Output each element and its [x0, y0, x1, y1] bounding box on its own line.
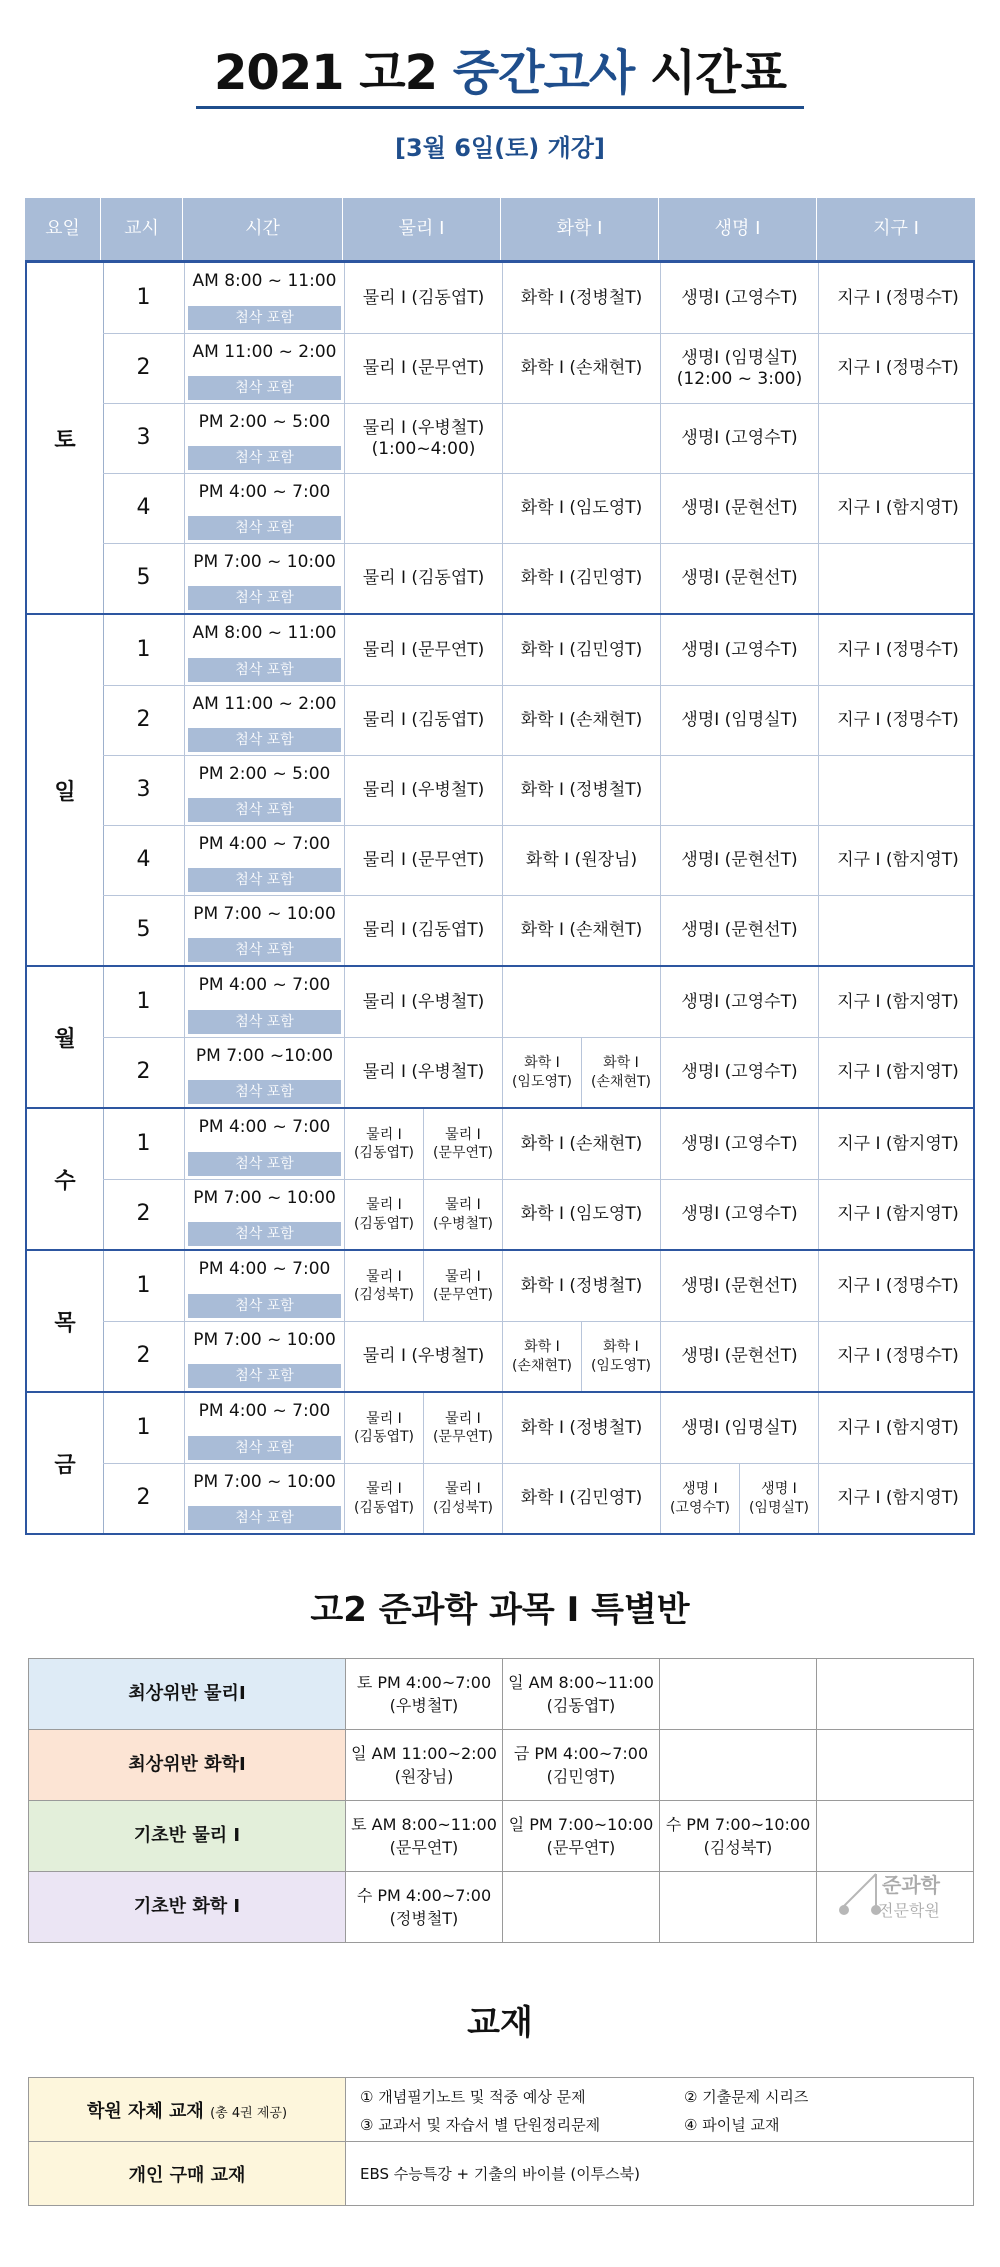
time-slot	[185, 334, 345, 403]
time-slot	[185, 1109, 345, 1179]
period-number: 5	[103, 544, 185, 613]
biology-class: 생명I (고영수T)	[661, 615, 819, 685]
chemistry-class: 화학 I (김민영T)	[503, 1464, 661, 1533]
biology-class: 생명I (고영수T)	[661, 1109, 819, 1179]
correction-tag: 첨삭 포함	[188, 1436, 341, 1460]
table-row	[29, 1872, 974, 1943]
period-number: 1	[103, 967, 185, 1037]
period-number: 1	[103, 263, 185, 333]
earth-class	[819, 756, 977, 825]
physics-class: 물리 I (문무연T)	[424, 1393, 503, 1463]
special-class-title: 고2 준과학 과목 I 특별반	[310, 1590, 690, 1630]
correction-tag: 첨삭 포함	[188, 586, 341, 610]
time-range: PM 4:00 ~ 7:00	[198, 482, 331, 502]
biology-class: 생명I (문현선T)	[661, 474, 819, 543]
period-number: 4	[103, 826, 185, 895]
earth-class: 지구 I (정명수T)	[837, 287, 959, 308]
physics-class: 물리 I (김동엽T)	[345, 1109, 424, 1179]
biology-class	[661, 756, 819, 825]
period-number: 3	[103, 404, 185, 473]
table-row	[103, 685, 973, 755]
table-row	[103, 1251, 973, 1321]
time-slot	[185, 615, 345, 685]
day-block	[27, 1391, 973, 1533]
day-block	[27, 1249, 973, 1391]
physics-class: 물리 I (우병철T)	[345, 1038, 503, 1107]
chemistry-class: 화학 I (손채현T)	[503, 686, 661, 755]
title-underline	[196, 106, 804, 109]
time-range: PM 7:00 ~ 10:00	[193, 1330, 336, 1350]
earth-class: 지구 I (함지영T)	[837, 1204, 959, 1225]
time-slot	[185, 1251, 345, 1321]
day-block	[27, 1107, 973, 1249]
academy-logo	[836, 1866, 956, 1926]
earth-class: 지구 I (정명수T)	[837, 358, 959, 379]
special-slot: 토 AM 8:00~11:00 (문무연T)	[346, 1801, 503, 1872]
table-row	[103, 1321, 973, 1391]
day-block	[27, 613, 973, 965]
time-range: PM 7:00 ~ 10:00	[193, 1188, 336, 1208]
book-item: ③ 교과서 및 자습서 별 단원정리문제	[360, 2116, 601, 2134]
chemistry-class: 화학 I (손채현T)	[503, 1322, 582, 1391]
correction-tag: 첨삭 포함	[188, 376, 341, 400]
table-row	[103, 755, 973, 825]
physics-class: 물리 I (문무연T)	[424, 1251, 503, 1321]
special-slot	[817, 1801, 974, 1872]
special-slot: 일 AM 11:00~2:00 (원장님)	[346, 1730, 503, 1801]
earth-class: 지구 I (함지영T)	[837, 850, 959, 871]
chemistry-class: 화학 I (손채현T)	[503, 896, 661, 965]
time-range: PM 7:00 ~10:00	[195, 1046, 334, 1066]
chemistry-class: 화학 I (임도영T)	[582, 1322, 661, 1391]
chemistry-class: 화학 I (손채현T)	[503, 334, 661, 403]
correction-tag: 첨삭 포함	[188, 868, 341, 892]
physics-class: 물리 I (문무연T)	[424, 1109, 503, 1179]
special-slot: 토 PM 4:00~7:00 (우병철T)	[346, 1659, 503, 1730]
biology-class: 생명I (고영수T)	[661, 1038, 819, 1107]
physics-class: 물리 I (우병철T)	[345, 756, 503, 825]
correction-tag: 첨삭 포함	[188, 728, 341, 752]
correction-tag: 첨삭 포함	[188, 1010, 341, 1034]
earth-class: 지구 I (함지영T)	[837, 991, 959, 1012]
chemistry-class: 화학 I (임도영T)	[503, 474, 661, 543]
physics-class: 물리 I (김동엽T)	[345, 1464, 424, 1533]
chemistry-class: 화학 I (원장님)	[503, 826, 661, 895]
day-label: 수	[27, 1109, 104, 1249]
correction-tag: 첨삭 포함	[188, 938, 341, 962]
time-range: PM 2:00 ~ 5:00	[198, 412, 331, 432]
physics-class: 물리 I (우병철T)	[345, 1322, 503, 1391]
period-number: 2	[103, 1038, 185, 1107]
special-slot	[817, 1659, 974, 1730]
table-row	[103, 1179, 973, 1249]
time-slot	[185, 1393, 345, 1463]
biology-class: 생명I (임명실T)	[661, 686, 819, 755]
table-row	[103, 1463, 973, 1533]
time-slot	[185, 756, 345, 825]
table-row	[103, 895, 973, 965]
earth-class: 지구 I (함지영T)	[837, 498, 959, 519]
period-number: 1	[103, 1393, 185, 1463]
period-number: 3	[103, 756, 185, 825]
biology-class: 생명I (임명실T) (12:00 ~ 3:00)	[661, 334, 819, 403]
physics-class	[345, 474, 503, 543]
time-slot	[185, 826, 345, 895]
book-item: ④ 파이널 교재	[684, 2116, 780, 2134]
period-number: 2	[103, 686, 185, 755]
biology-class: 생명I (고영수T)	[661, 1180, 819, 1249]
time-range: PM 4:00 ~ 7:00	[198, 1259, 331, 1279]
correction-tag: 첨삭 포함	[188, 1506, 341, 1530]
time-slot	[185, 263, 345, 333]
biology-class: 생명I (임명실T)	[661, 1393, 819, 1463]
physics-class: 물리 I (문무연T)	[345, 615, 503, 685]
special-slot: 금 PM 4:00~7:00 (김민영T)	[503, 1730, 660, 1801]
chemistry-class: 화학 I (손채현T)	[582, 1038, 661, 1107]
time-range: PM 7:00 ~ 10:00	[193, 1472, 336, 1492]
schedule-header	[25, 198, 975, 260]
time-range: AM 8:00 ~ 11:00	[192, 271, 337, 291]
logo-text-top: 준과학	[882, 1873, 940, 1897]
period-number: 2	[103, 334, 185, 403]
col-time: 시간	[183, 198, 343, 260]
time-range: PM 7:00 ~ 10:00	[193, 552, 336, 572]
time-slot	[185, 1322, 345, 1391]
day-label: 월	[27, 967, 104, 1107]
period-number: 2	[103, 1322, 185, 1391]
biology-class: 생명I (문현선T)	[661, 1322, 819, 1391]
period-number: 1	[103, 1109, 185, 1179]
period-number: 1	[103, 615, 185, 685]
table-row	[103, 1393, 973, 1463]
time-slot	[185, 896, 345, 965]
earth-class: 지구 I (함지영T)	[837, 1133, 959, 1154]
chemistry-class	[503, 967, 661, 1037]
page-title: 2021 고2 중간고사 시간표	[213, 45, 787, 101]
time-range: AM 11:00 ~ 2:00	[192, 342, 337, 362]
schedule-table	[25, 198, 975, 1535]
earth-class: 지구 I (정명수T)	[837, 710, 959, 731]
biology-class: 생명I (문현선T)	[661, 896, 819, 965]
table-row	[103, 1037, 973, 1107]
time-slot	[185, 1464, 345, 1533]
table-row	[103, 967, 973, 1037]
correction-tag: 첨삭 포함	[188, 1152, 341, 1176]
time-range: PM 2:00 ~ 5:00	[198, 764, 331, 784]
time-slot	[185, 967, 345, 1037]
day-block	[27, 965, 973, 1107]
table-row	[29, 1659, 974, 1730]
period-number: 5	[103, 896, 185, 965]
time-range: AM 11:00 ~ 2:00	[192, 694, 337, 714]
day-label: 목	[27, 1251, 104, 1391]
physics-class: 물리 I (우병철T)	[345, 967, 503, 1037]
physics-class: 물리 I (김동엽T)	[345, 1180, 424, 1249]
special-label: 최상위반 물리I	[29, 1659, 346, 1730]
physics-class: 물리 I (문무연T)	[345, 826, 503, 895]
period-number: 2	[103, 1464, 185, 1533]
chemistry-class: 화학 I (임도영T)	[503, 1180, 661, 1249]
special-slot	[817, 1730, 974, 1801]
chemistry-class: 화학 I (정병철T)	[503, 1393, 661, 1463]
chemistry-class: 화학 I (정병철T)	[503, 263, 661, 333]
special-slot	[660, 1659, 817, 1730]
time-range: PM 4:00 ~ 7:00	[198, 975, 331, 995]
table-row	[103, 1109, 973, 1179]
special-label: 기초반 화학 I	[29, 1872, 346, 1943]
chemistry-class: 화학 I (김민영T)	[503, 544, 661, 613]
table-row	[103, 825, 973, 895]
time-range: AM 8:00 ~ 11:00	[192, 623, 337, 643]
correction-tag: 첨삭 포함	[188, 658, 341, 682]
special-slot: 일 PM 7:00~10:00 (문무연T)	[503, 1801, 660, 1872]
chemistry-class: 화학 I (김민영T)	[503, 615, 661, 685]
physics-class: 물리 I (문무연T)	[345, 334, 503, 403]
table-row	[29, 1801, 974, 1872]
earth-class: 지구 I (정명수T)	[837, 1275, 959, 1296]
col-earth: 지구 I	[873, 218, 919, 239]
biology-class: 생명I (문현선T)	[661, 826, 819, 895]
table-row	[103, 403, 973, 473]
col-physics: 물리 I	[343, 198, 501, 260]
earth-class: 지구 I (함지영T)	[837, 1062, 959, 1083]
earth-class: 지구 I (함지영T)	[837, 1488, 959, 1509]
book-item: ① 개념필기노트 및 적중 예상 문제	[360, 2088, 586, 2106]
correction-tag: 첨삭 포함	[188, 306, 341, 330]
schedule-body	[25, 260, 975, 1535]
period-number: 4	[103, 474, 185, 543]
table-row	[29, 2142, 974, 2206]
table-row	[103, 543, 973, 613]
table-row	[103, 263, 973, 333]
table-row	[103, 473, 973, 543]
special-slot: 수 PM 4:00~7:00 (정병철T)	[346, 1872, 503, 1943]
correction-tag: 첨삭 포함	[188, 1364, 341, 1388]
time-slot	[185, 1038, 345, 1107]
special-slot	[503, 1872, 660, 1943]
time-range: PM 7:00 ~ 10:00	[193, 904, 336, 924]
time-slot	[185, 544, 345, 613]
biology-class: 생명I (문현선T)	[661, 1251, 819, 1321]
time-range: PM 4:00 ~ 7:00	[198, 834, 331, 854]
table-row	[103, 615, 973, 685]
opening-date: [3월 6일(토) 개강]	[395, 134, 605, 162]
correction-tag: 첨삭 포함	[188, 1294, 341, 1318]
physics-class: 물리 I (김동엽T)	[345, 896, 503, 965]
physics-class: 물리 I (김성북T)	[345, 1251, 424, 1321]
col-chemistry: 화학 I	[501, 198, 659, 260]
biology-class: 생명 I (고영수T)	[661, 1464, 740, 1533]
col-day: 요일	[25, 198, 101, 260]
correction-tag: 첨삭 포함	[188, 1080, 341, 1104]
chemistry-class: 화학 I (정병철T)	[503, 1251, 661, 1321]
physics-class: 물리 I (김동엽T)	[345, 544, 503, 613]
physics-class: 물리 I (김성북T)	[424, 1464, 503, 1533]
chemistry-class: 화학 I (손채현T)	[503, 1109, 661, 1179]
book-item: ② 기출문제 시리즈	[684, 2088, 809, 2106]
earth-class: 지구 I (함지영T)	[837, 1417, 959, 1438]
personal-book-value: EBS 수능특강 + 기출의 바이블 (이투스북)	[346, 2142, 974, 2206]
biology-class: 생명I (문현선T)	[661, 544, 819, 613]
correction-tag: 첨삭 포함	[188, 446, 341, 470]
col-period: 교시	[101, 198, 183, 260]
biology-class: 생명I (고영수T)	[661, 967, 819, 1037]
table-row	[103, 333, 973, 403]
col-biology: 생명 I	[659, 198, 817, 260]
logo-text-bottom: 전문학원	[878, 1901, 940, 1920]
earth-class	[819, 404, 977, 473]
earth-class	[819, 544, 977, 613]
day-label: 토	[27, 263, 104, 613]
day-label: 금	[27, 1393, 104, 1533]
earth-class: 지구 I (정명수T)	[837, 1346, 959, 1367]
time-range: PM 4:00 ~ 7:00	[198, 1401, 331, 1421]
time-slot	[185, 404, 345, 473]
physics-class: 물리 I (김동엽T)	[345, 686, 503, 755]
physics-class: 물리 I (김동엽T)	[345, 263, 503, 333]
special-slot	[660, 1730, 817, 1801]
earth-class: 지구 I (정명수T)	[837, 639, 959, 660]
earth-class	[819, 896, 977, 965]
biology-class: 생명 I (임명실T)	[740, 1464, 819, 1533]
special-label: 기초반 물리 I	[29, 1801, 346, 1872]
period-number: 2	[103, 1180, 185, 1249]
day-label: 일	[27, 615, 104, 965]
special-slot	[660, 1872, 817, 1943]
chemistry-class: 화학 I (임도영T)	[503, 1038, 582, 1107]
academy-book-items	[346, 2078, 974, 2142]
time-range: PM 4:00 ~ 7:00	[198, 1117, 331, 1137]
physics-class: 물리 I (우병철T)	[424, 1180, 503, 1249]
day-block	[27, 263, 973, 613]
physics-class: 물리 I (우병철T) (1:00~4:00)	[345, 404, 503, 473]
time-slot	[185, 474, 345, 543]
chemistry-class	[503, 404, 661, 473]
textbook-title: 교재	[467, 2003, 533, 2043]
biology-class: 생명I (고영수T)	[661, 263, 819, 333]
time-slot	[185, 1180, 345, 1249]
special-slot: 수 PM 7:00~10:00 (김성북T)	[660, 1801, 817, 1872]
biology-class: 생명I (고영수T)	[661, 404, 819, 473]
correction-tag: 첨삭 포함	[188, 1222, 341, 1246]
academy-book-label: 학원 자체 교재 (총 4권 제공)	[29, 2078, 346, 2142]
time-slot	[185, 686, 345, 755]
special-label: 최상위반 화학I	[29, 1730, 346, 1801]
correction-tag: 첨삭 포함	[188, 516, 341, 540]
table-row	[29, 1730, 974, 1801]
personal-book-label: 개인 구매 교재	[29, 2142, 346, 2206]
physics-class: 물리 I (김동엽T)	[345, 1393, 424, 1463]
table-row	[29, 2078, 974, 2142]
period-number: 1	[103, 1251, 185, 1321]
textbook-table	[28, 2077, 974, 2206]
chemistry-class: 화학 I (정병철T)	[503, 756, 661, 825]
correction-tag: 첨삭 포함	[188, 798, 341, 822]
special-class-table	[28, 1658, 974, 1943]
special-slot: 일 AM 8:00~11:00 (김동엽T)	[503, 1659, 660, 1730]
